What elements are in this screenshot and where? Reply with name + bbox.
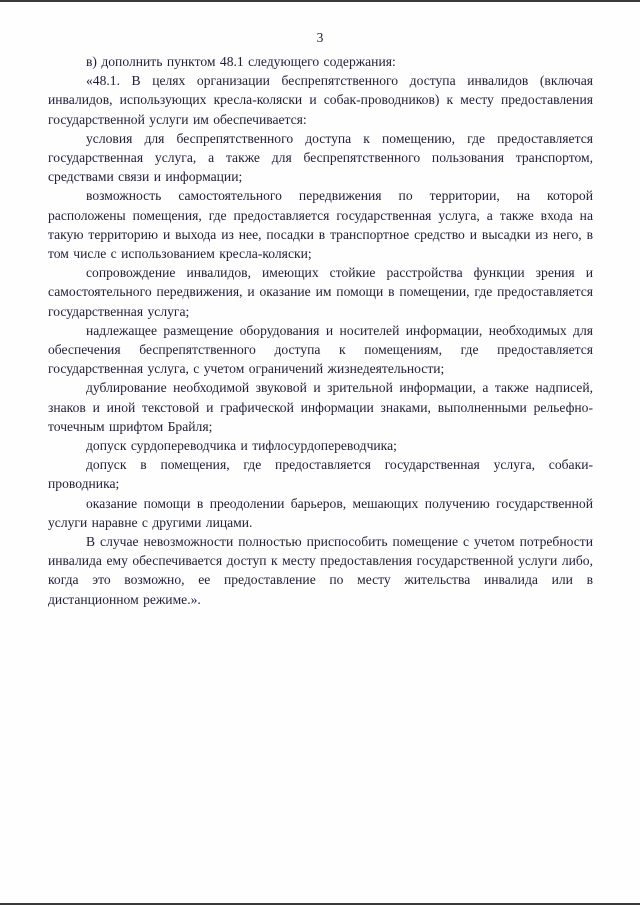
paragraph: В случае невозможности полностью приспособить помещение с учетом потребности инвалида ему обеспечивается доступ к месту предоставления государственной услуги либо, когда это возможно, ее предоставление по месту жительства инвалида или в дистанционном режиме.».: [48, 534, 593, 607]
paragraph: дублирование необходимой звуковой и зрительной информации, а также надписей, знаков и иной текстовой и графической информации знаками, выполненными рельефно-точечным шрифтом Брайля;: [48, 380, 593, 434]
paragraph: условия для беспрепятственного доступа к помещению, где предоставляется государственная услуга, а также для беспрепятственного пользования транспортом, средствами связи и информации;: [48, 130, 593, 185]
paragraph: возможность самостоятельного передвижения по территории, на которой расположены помещения, где предоставляется государственная услуга, а также входа на такую территорию и выхода из нее, посадки в транспортное средство и высадки из него, в том числе с использованием кресла-коляски;: [48, 188, 593, 262]
paragraph: в) дополнить пунктом 48.1 следующего содержания:: [86, 54, 396, 69]
paragraph: допуск сурдопереводчика и тифлосурдопереводчика;: [86, 438, 397, 454]
paragraph: «48.1. В целях организации беспрепятственного доступа инвалидов (включая инвалидов, использующих кресла-коляски и собак-проводников) к месту предоставления государственной услуги им обеспечивается:: [48, 73, 593, 127]
paragraph: сопровождение инвалидов, имеющих стойкие расстройства функции зрения и самостоятельного передвижения, и оказание им помощи в помещении, где предоставляется государственная услуга;: [48, 265, 593, 319]
page-number: 3: [316, 30, 324, 45]
paragraph: надлежащее размещение оборудования и носителей информации, необходимых для обеспечения беспрепятственного доступа к помещениям, где предоставляется государственная услуга, с учетом ограничений жизнедеятельности;: [48, 322, 593, 377]
paragraph: допуск в помещения, где предоставляется государственная услуга, собаки-проводника;: [48, 457, 593, 492]
document-body: [0, 52, 640, 609]
page-border-top: [0, 0, 640, 2]
paragraph: оказание помощи в преодолении барьеров, мешающих получению государственной услуги наравне с другими лицами.: [48, 495, 593, 530]
